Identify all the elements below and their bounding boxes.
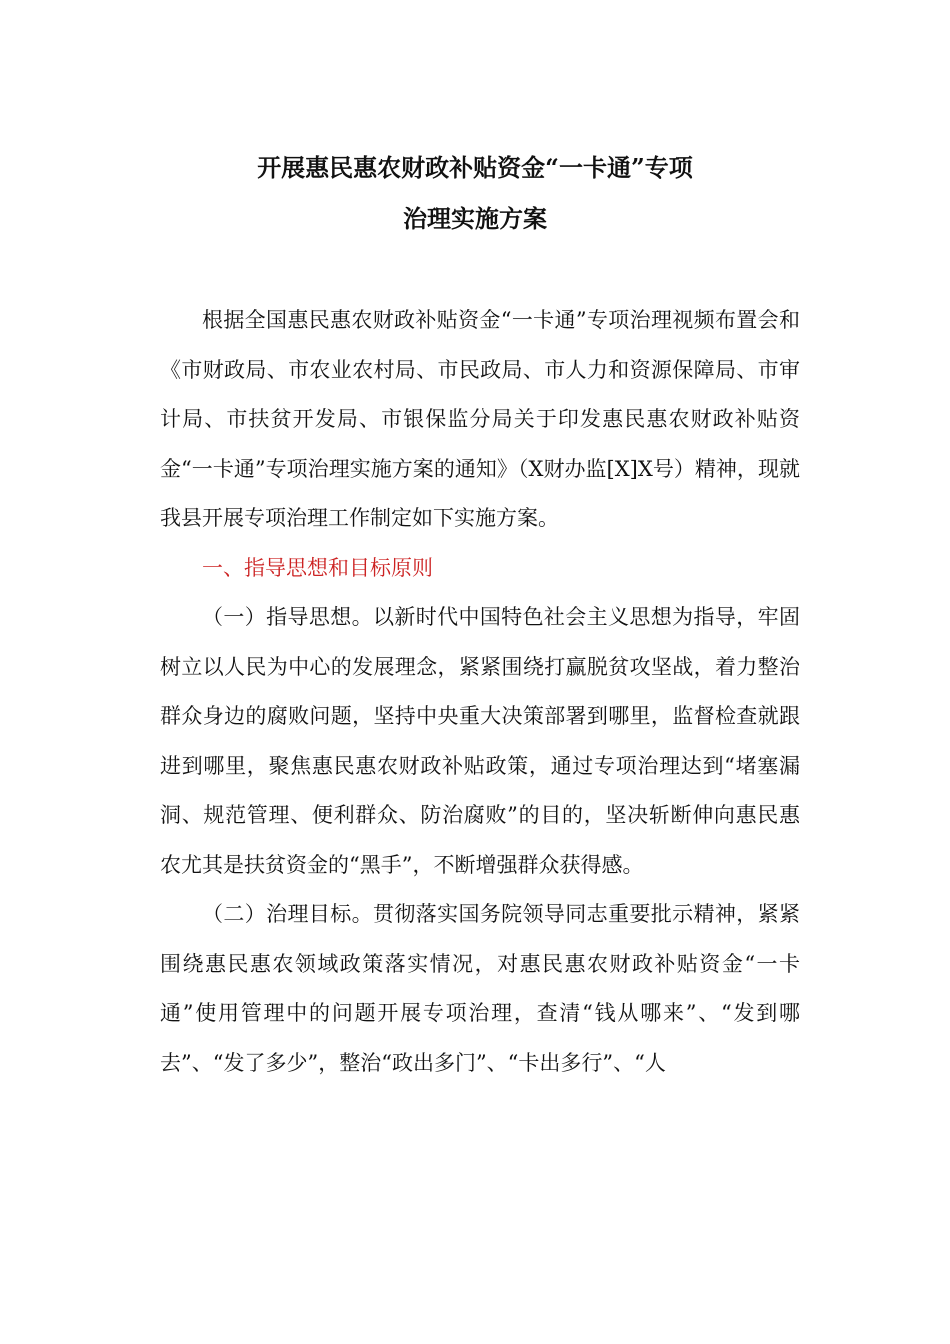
document-body — [160, 296, 800, 1088]
document-title-line-1: 开展惠民惠农财政补贴资金“一卡通”专项 — [257, 153, 693, 182]
document-title-line-2: 治理实施方案 — [403, 204, 547, 233]
section-heading: 一、指导思想和目标原则 — [202, 555, 433, 580]
paragraph-intro: 根据全国惠民惠农财政补贴资金“一卡通”专项治理视频布置会和《市财政局、市农业农村局、市民政局、市人力和资源保障局、市审计局、市扶贫开发局、市银保监分局关于印发惠民惠农财政补贴资金“一卡通”专项治理实施方案的通知》（X财办监[X]X号）精神，现就我县开展专项治理工作制定如下实施方案。 — [160, 308, 800, 530]
paragraph-governance-goal: （二）治理目标。贯彻落实国务院领导同志重要批示精神，紧紧围绕惠民惠农领域政策落实情况，对惠民惠农财政补贴资金“一卡通”使用管理中的问题开展专项治理，查清“钱从哪来”、“发到哪去”、“发了多少”，整治“政出多门”、“卡出多行”、“人 — [160, 902, 800, 1075]
paragraph-guiding-thought: （一）指导思想。以新时代中国特色社会主义思想为指导，牢固树立以人民为中心的发展理念，紧紧围绕打赢脱贫攻坚战，着力整治群众身边的腐败问题，坚持中央重大决策部署到哪里，监督检查就跟进到哪里，聚焦惠民惠农财政补贴政策，通过专项治理达到“堵塞漏洞、规范管理、便利群众、防治腐败”的目的，坚决斩断伸向惠民惠农尤其是扶贫资金的“黑手”，不断增强群众获得感。 — [160, 605, 800, 877]
